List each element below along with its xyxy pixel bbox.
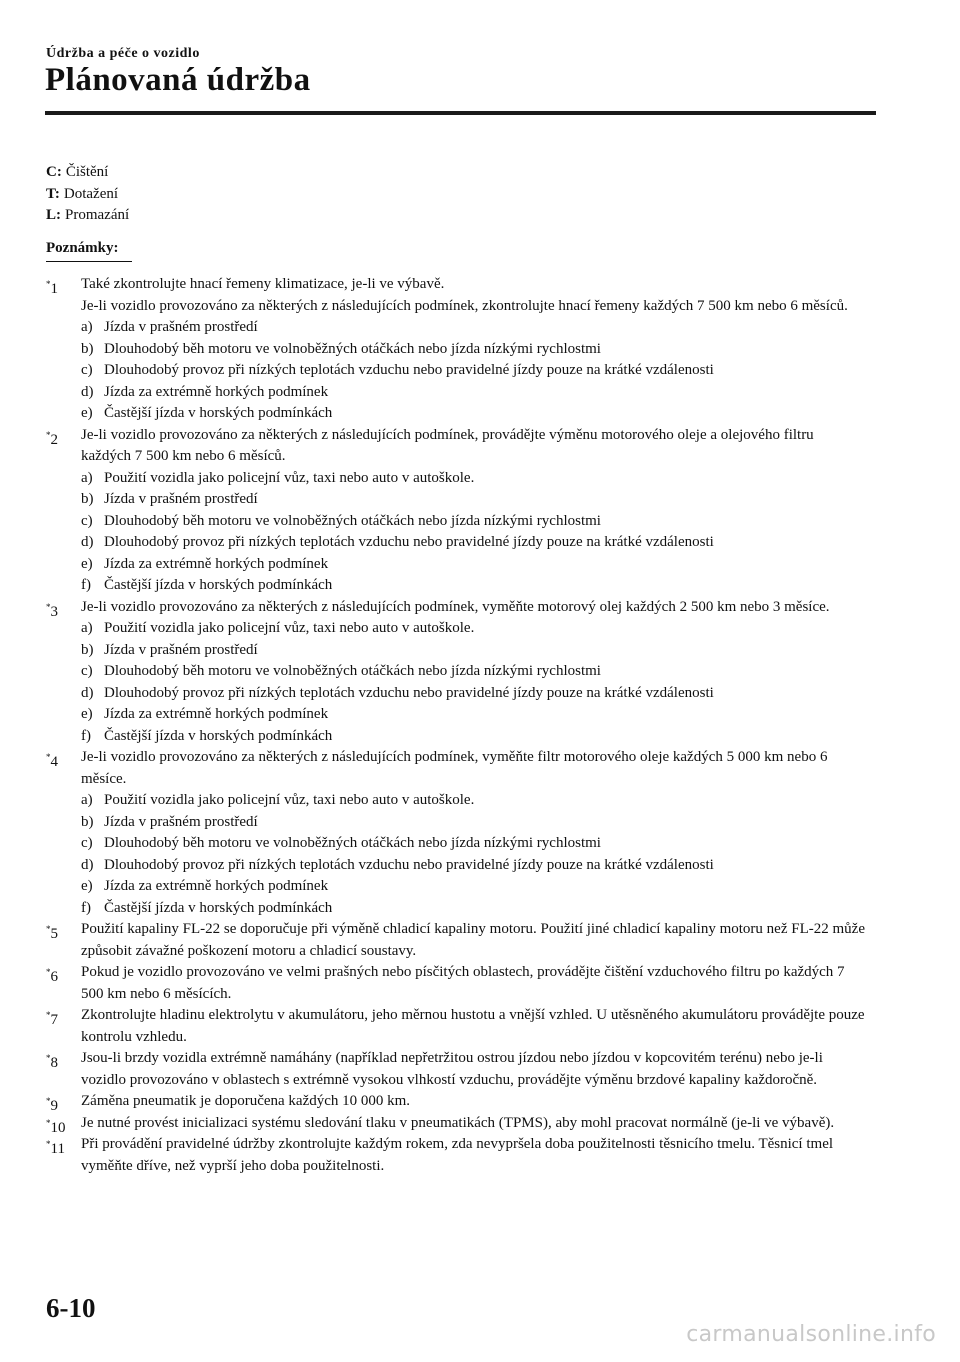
note-condition: c) Dlouhodobý běh motoru ve volnoběžných otáčkách nebo jízda nízkými rychlostmi — [81, 663, 601, 679]
note-condition: f) Častější jízda v horských podmínkách — [81, 899, 333, 916]
note-item — [46, 962, 866, 1005]
note-condition: e) Častější jízda v horských podmínkách — [81, 405, 333, 421]
note-condition: f) Častější jízda v horských podmínkách — [81, 727, 333, 744]
note-item — [46, 425, 866, 597]
note-item — [46, 747, 866, 919]
note-condition: b) Dlouhodobý běh motoru ve volnoběžných otáčkách nebo jízda nízkými rychlostmi — [81, 340, 601, 357]
note-condition: c) Dlouhodobý běh motoru ve volnoběžných otáčkách nebo jízda nízkými rychlostmi — [81, 512, 601, 529]
notes-list — [46, 274, 866, 1177]
legend-item-cleaning: C: Čištění — [46, 164, 109, 180]
watermark: carmanualsonline.info — [686, 1322, 936, 1347]
note-item — [46, 1134, 866, 1177]
note-condition: a) Použití vozidla jako policejní vůz, taxi nebo auto v autoškole. — [81, 792, 475, 808]
note-condition: e) Jízda za extrémně horkých podmínek — [81, 878, 329, 894]
notes-heading: Poznámky: — [46, 240, 119, 256]
note-item — [46, 1048, 866, 1091]
note-marker: *3 — [46, 601, 58, 620]
note-item — [46, 1005, 866, 1048]
note-condition: e) Jízda za extrémně horkých podmínek — [81, 555, 329, 572]
note-condition: d) Dlouhodobý provoz při nízkých teplotách vzduchu nebo pravidelné jízdy pouze na krátké vzdálenosti — [81, 534, 714, 550]
note-text: Je-li vozidlo provozováno za některých z následujících podmínek, provádějte výměnu motorového oleje a olejového filtru každých 7 500 km nebo 6 měsíců. — [81, 426, 814, 464]
legend — [46, 162, 129, 227]
note-condition: a) Použití vozidla jako policejní vůz, taxi nebo auto v autoškole. — [81, 620, 475, 636]
note-text: Při provádění pravidelné údržby zkontrolujte každým rokem, zda nevypršela doba použitelnosti těsnicího tmelu. Těsnicí tmel vyměňte dříve, než vyprší jeho doba použitelnosti. — [81, 1136, 834, 1174]
note-condition: c) Dlouhodobý provoz při nízkých teplotách vzduchu nebo pravidelné jízdy pouze na krátké vzdálenosti — [81, 362, 714, 378]
note-text: Použití kapaliny FL-22 se doporučuje při výměně chladicí kapaliny motoru. Použití jiné chladicí kapaliny motoru než FL-22 může způsobit závažné poškození motoru a chladicí soustavy. — [81, 921, 865, 959]
note-marker: *7 — [46, 1010, 58, 1028]
note-condition: b) Jízda v prašném prostředí — [81, 641, 258, 658]
note-item — [46, 1113, 866, 1135]
note-condition: e) Jízda za extrémně horkých podmínek — [81, 706, 329, 722]
note-marker: *1 — [46, 279, 58, 297]
note-marker: *9 — [46, 1096, 58, 1114]
note-marker: *4 — [46, 752, 58, 770]
legend-item-tightening: T: Dotažení — [46, 185, 119, 202]
note-marker: *6 — [46, 967, 58, 985]
note-marker: *5 — [46, 924, 58, 942]
note-text: Je-li vozidlo provozováno za některých z následujících podmínek, vyměňte filtr motorového oleje každých 5 000 km nebo 6 měsíce. — [81, 749, 828, 787]
note-marker: *8 — [46, 1053, 58, 1071]
note-item — [46, 597, 866, 748]
note-condition: a) Jízda v prašném prostředí — [81, 319, 258, 335]
note-condition: d) Dlouhodobý provoz při nízkých teplotách vzduchu nebo pravidelné jízdy pouze na krátké vzdálenosti — [81, 856, 714, 873]
notes-heading-underline — [46, 261, 132, 262]
note-text: Zkontrolujte hladinu elektrolytu v akumulátoru, jeho měrnou hustotu a vnější vzhled. U utěsněného akumulátoru provádějte pouze kontrolu vzhledu. — [81, 1007, 865, 1045]
page-title: Plánovaná údržba — [45, 62, 311, 98]
note-condition: f) Častější jízda v horských podmínkách — [81, 577, 333, 593]
note-text: Je-li vozidlo provozováno za některých z následujících podmínek, vyměňte motorový olej každých 2 500 km nebo 3 měsíce. — [81, 598, 830, 615]
note-condition: b) Jízda v prašném prostředí — [81, 813, 258, 830]
note-condition: d) Dlouhodobý provoz při nízkých teplotách vzduchu nebo pravidelné jízdy pouze na krátké vzdálenosti — [81, 684, 714, 701]
note-item — [46, 919, 866, 962]
note-marker: *11 — [46, 1139, 65, 1157]
page-number: 6-10 — [46, 1293, 96, 1323]
note-item — [46, 274, 866, 425]
note-marker: *2 — [46, 429, 58, 448]
note-text: Pokud je vozidlo provozováno ve velmi prašných nebo písčitých oblastech, provádějte čištění vzduchového filtru po každých 7 500 km nebo 6 měsících. — [81, 964, 845, 1002]
note-condition: a) Použití vozidla jako policejní vůz, taxi nebo auto v autoškole. — [81, 469, 475, 486]
legend-item-lubrication: L: Promazání — [46, 207, 130, 223]
note-condition: d) Jízda za extrémně horkých podmínek — [81, 383, 329, 400]
note-text: Je nutné provést inicializaci systému sledování tlaku v pneumatikách (TPMS), aby mohl pracovat normálně (je-li ve výbavě). — [81, 1114, 835, 1131]
note-text: Také zkontrolujte hnací řemeny klimatizace, je-li ve výbavě. — [81, 276, 445, 292]
note-text: Záměna pneumatik je doporučena každých 10 000 km. — [81, 1093, 411, 1109]
section-label: Údržba a péče o vozidlo — [46, 46, 200, 61]
note-marker: *10 — [46, 1117, 66, 1136]
note-text: Je-li vozidlo provozováno za některých z následujících podmínek, zkontrolujte hnací řemeny každých 7 500 km nebo 6 měsíců. — [81, 297, 848, 314]
note-text: Jsou-li brzdy vozidla extrémně namáhány (například nepřetržitou ostrou jízdou nebo jízdou v kopcovitém terénu) nebo je-li vozidlo provozováno v oblastech s extrémně vysokou vlhkostí vzduchu, provádějte výměnu brzdové kapaliny každoročně. — [81, 1050, 823, 1088]
note-condition: c) Dlouhodobý běh motoru ve volnoběžných otáčkách nebo jízda nízkými rychlostmi — [81, 835, 601, 851]
title-rule — [45, 111, 876, 115]
note-item — [46, 1091, 866, 1113]
note-condition: b) Jízda v prašném prostředí — [81, 491, 258, 507]
